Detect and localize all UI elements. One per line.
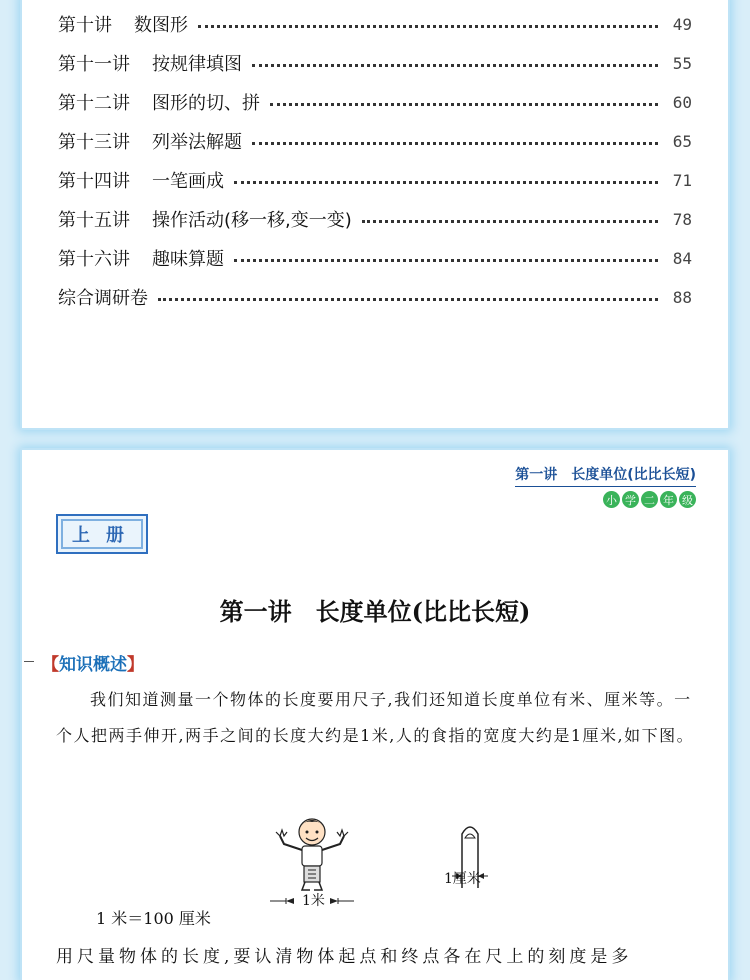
toc-item[interactable] (58, 90, 692, 114)
toc-item-number: 第十四讲 (58, 171, 130, 192)
toc-item-page: 84 (672, 248, 692, 268)
toc-leader-dots (362, 220, 658, 223)
cut-off-line: 用尺量物体的长度,要认清物体起点和终点各在尺上的刻度是多 (56, 947, 633, 967)
toc-leader-dots (158, 298, 658, 301)
toc-item-number: 第十三讲 (58, 132, 130, 153)
running-header-title: 第一讲 长度单位(比比长短) (515, 464, 696, 487)
toc-item-page: 55 (672, 53, 692, 73)
volume-char: 册 (106, 525, 132, 546)
toc-item-title: 趣味算题 (152, 249, 224, 270)
toc-item[interactable] (58, 51, 692, 75)
bracket-open: 【 (42, 655, 59, 675)
finger-caption: 1厘米 (444, 871, 481, 887)
toc-item[interactable] (58, 12, 692, 36)
volume-char: 上 (72, 525, 98, 546)
toc-item-page: 78 (672, 209, 692, 229)
toc-item-title: 数图形 (134, 15, 188, 36)
toc-item-page: 60 (672, 92, 692, 112)
unit-equation: 1 米＝100 厘米 (96, 909, 211, 928)
toc-page (22, 0, 728, 428)
toc-item[interactable] (58, 207, 692, 231)
toc-item-number: 第十一讲 (58, 54, 130, 75)
lesson-title: 第一讲 长度单位(比比长短) (219, 597, 531, 626)
section-heading (42, 650, 144, 675)
toc-item-number: 综合调研卷 (58, 288, 148, 309)
toc-item-number: 第十六讲 (58, 249, 130, 270)
person-caption: 1米 (302, 893, 325, 909)
toc-item-page: 49 (672, 14, 692, 34)
grade-badge: 二 (641, 491, 658, 508)
toc-item-page: 71 (672, 170, 692, 190)
grade-badge: 级 (679, 491, 696, 508)
toc-leader-dots (198, 25, 658, 28)
grade-badge: 学 (622, 491, 639, 508)
running-header (515, 464, 696, 508)
toc-item[interactable] (58, 129, 692, 153)
toc-item-page: 88 (672, 287, 692, 307)
intro-paragraph (56, 682, 696, 754)
section-label: 知识概述 (59, 655, 127, 675)
grade-badge: 小 (603, 491, 620, 508)
toc-leader-dots (234, 181, 658, 184)
bracket-close: 】 (127, 655, 144, 675)
boy-figure (276, 819, 348, 890)
toc-item-title: 图形的切、拼 (152, 93, 260, 114)
toc-item-title: 一笔画成 (152, 171, 224, 192)
margin-dash (24, 661, 34, 662)
grade-badge: 年 (660, 491, 677, 508)
volume-label (56, 514, 148, 554)
toc-item[interactable] (58, 246, 692, 270)
grade-badges (515, 491, 696, 508)
intro-paragraph-text: 我们知道测量一个物体的长度要用尺子,我们还知道长度单位有米、厘米等。一个人把两手伸开,两手之间的长度大约是1米,人的食指的宽度大约是1厘米,如下图。 (56, 690, 695, 745)
toc-leader-dots (252, 142, 658, 145)
toc-item-number: 第十五讲 (58, 210, 130, 231)
toc-leader-dots (252, 64, 658, 67)
toc-item[interactable] (58, 168, 692, 192)
toc-item-title: 按规律填图 (152, 54, 242, 75)
toc-item-number: 第十二讲 (58, 93, 130, 114)
toc-item-title: 列举法解题 (152, 132, 242, 153)
toc-item-page: 65 (672, 131, 692, 151)
toc-item-number: 第十讲 (58, 15, 112, 36)
toc-leader-dots (270, 103, 658, 106)
lesson-page (22, 450, 728, 980)
toc-leader-dots (234, 259, 658, 262)
toc-item-title: 操作活动(移一移,变一变) (152, 210, 352, 231)
toc-item[interactable] (58, 285, 692, 309)
